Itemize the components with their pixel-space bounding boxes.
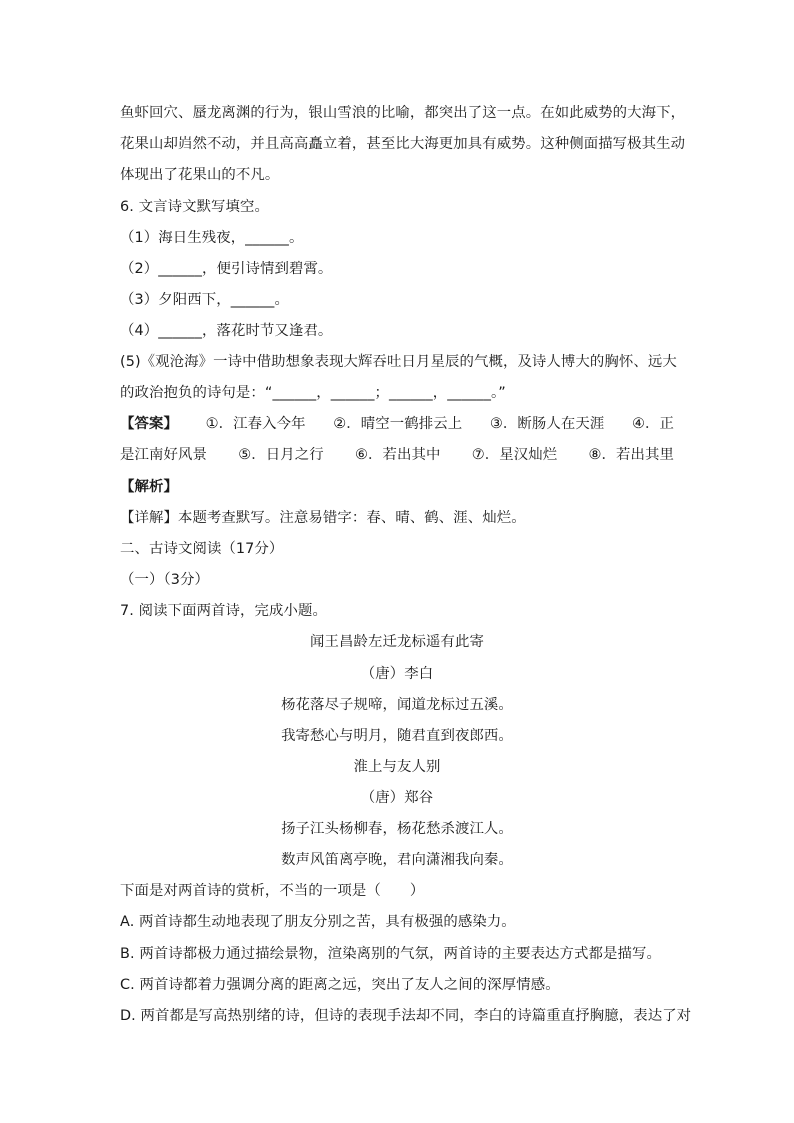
poem1-title: 闻王昌龄左迁龙标遥有此寄 <box>310 634 484 650</box>
q6-item-5a: (5)《观沧海》一诗中借助想象表现大辉吞吐日月星辰的气概，及诗人博大的胸怀、远大 <box>120 354 677 370</box>
q6-item-1: （1）海日生残夜，______。 <box>120 230 304 246</box>
answer-item: ⑥．若出其中 <box>354 447 441 463</box>
option-c: C. 两首诗都着力强调分离的距离之远，突出了友人之间的深厚情感。 <box>120 977 560 993</box>
answer-label: 【答案】 <box>120 416 178 432</box>
poem1-line-1: 杨花落尽子规啼，闻道龙标过五溪。 <box>281 697 513 713</box>
poem2-line-2: 数声风笛离亭晚，君向潇湘我向秦。 <box>281 852 513 868</box>
intro-line-2: 花果山却岿然不动，并且高高矗立着，甚至比大海更加具有威势。这种侧面描写极其生动 <box>120 136 686 152</box>
answer-item: ⑦．星汉灿烂 <box>471 447 558 463</box>
detail-text: 【详解】本题考查默写。注意易错字：春、晴、鹤、涯、灿烂。 <box>120 510 526 526</box>
answer-item: ①．江春入今年 <box>205 416 306 432</box>
option-d: D. 两首都是写高热别绪的诗，但诗的表现手法却不同，李白的诗篇重直抒胸臆，表达了对 <box>120 1008 692 1024</box>
q6-item-5b: 的政治抱负的诗句是：“______，______；______，______。” <box>120 385 506 401</box>
analysis-label: 【解析】 <box>120 479 178 495</box>
answer-item: ④．正 <box>631 416 674 432</box>
q7-question: 下面是对两首诗的赏析，不当的一项是（ ） <box>120 883 425 899</box>
answer-item: 是江南好风景 <box>120 447 207 463</box>
option-a: A. 两首诗都生动地表现了朋友分别之苦，具有极强的感染力。 <box>120 914 516 930</box>
poem2-title: 淮上与友人别 <box>353 759 441 775</box>
poem2-author: （唐）郑谷 <box>360 790 434 806</box>
intro-line-1: 鱼虾回穴、蜃龙离渊的行为，银山雪浪的比喻，都突出了这一点。在如此威势的大海下， <box>120 105 686 121</box>
answer-item: ⑧．若出其里 <box>588 447 674 463</box>
section-title: 二、古诗文阅读（17分） <box>120 541 284 557</box>
q6-item-2: （2）______，便引诗情到碧霄。 <box>120 261 333 277</box>
part-title: （一）（3分） <box>120 572 209 588</box>
q6-stem: 6. 文言诗文默写填空。 <box>120 199 270 215</box>
option-b: B. 两首诗都极力通过描绘景物，渲染离别的气氛，两首诗的主要表达方式都是描写。 <box>120 946 661 962</box>
q6-item-3: （3）夕阳西下，______。 <box>120 292 289 308</box>
answer-row-1 <box>120 414 674 434</box>
poem2-line-1: 扬子江头杨柳春，杨花愁杀渡江人。 <box>281 821 513 837</box>
intro-line-3: 体现出了花果山的不凡。 <box>120 167 280 183</box>
poem1-line-2: 我寄愁心与明月，随君直到夜郎西。 <box>281 728 513 744</box>
answer-item: ③．断肠人在天涯 <box>489 416 605 432</box>
answer-item: ②．晴空一鹤排云上 <box>333 416 463 432</box>
poem1-author: （唐）李白 <box>360 666 434 682</box>
q6-item-4: （4）______，落花时节又逢君。 <box>120 323 333 339</box>
answer-row-2 <box>120 445 674 465</box>
answer-item: ⑤．日月之行 <box>238 447 324 463</box>
q7-stem: 7. 阅读下面两首诗，完成小题。 <box>120 603 327 619</box>
